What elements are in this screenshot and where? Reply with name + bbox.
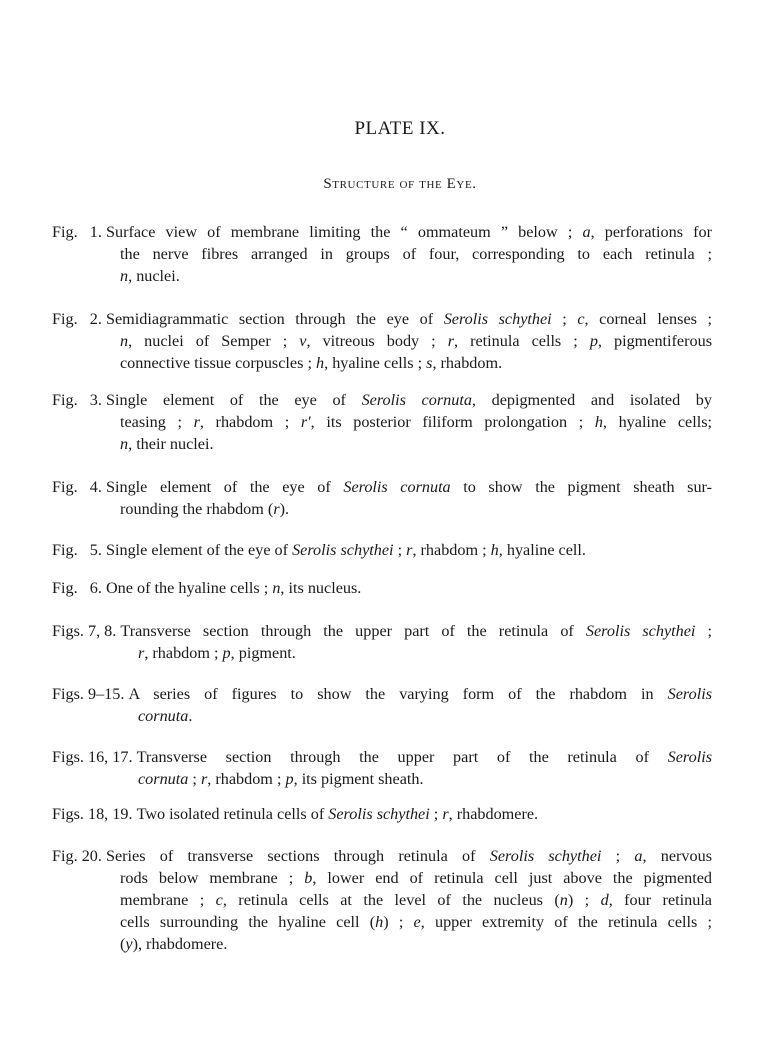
figure-caption-line-first: [52, 746, 712, 768]
figure-label: Fig. 5.: [52, 541, 106, 559]
caption-text: ) ;: [383, 913, 414, 931]
caption-text: Transverse section through the upper part of the retinula of: [136, 748, 668, 766]
figure-label: Fig. 2.: [52, 310, 106, 328]
caption-text: .: [188, 707, 193, 725]
caption-italic: n: [272, 579, 281, 597]
caption-italic: cornuta: [138, 707, 189, 725]
caption-text: Two isolated retinula cells of: [136, 805, 329, 823]
caption-text: , rhabdom ;: [144, 644, 223, 662]
figure-caption-line: [52, 642, 712, 664]
caption-italic: e: [413, 913, 421, 931]
figure-label: Figs. 9–15.: [52, 685, 129, 703]
caption-text: , lower end of retinula cell just above the pigmented: [312, 869, 712, 887]
caption-italic: a: [582, 223, 591, 241]
caption-text: , hyaline cells ;: [324, 354, 427, 372]
caption-text: , its pigment sheath.: [293, 770, 424, 788]
caption-text: , retinula cells ;: [454, 332, 590, 350]
caption-italic: y: [125, 935, 133, 953]
figure-caption-line: [52, 330, 712, 352]
caption-text: Semidiagrammatic section through the eye of: [105, 310, 444, 328]
caption-text: , rhabdomere.: [448, 805, 539, 823]
caption-text: rods below membrane ;: [120, 869, 305, 887]
caption-text: , nuclei of Semper ;: [128, 332, 300, 350]
figure-label: Figs. 16, 17.: [52, 748, 137, 766]
figure-caption-line: [52, 867, 712, 889]
caption-italic: Serolis schythei: [328, 805, 430, 823]
caption-text: , depigmented and isolated by: [471, 391, 712, 409]
figure-entry-3: [52, 389, 712, 455]
figure-caption-line: [52, 911, 712, 933]
caption-text: membrane ;: [120, 891, 216, 909]
caption-text: , four retinula: [608, 891, 712, 909]
figure-caption-line: [52, 243, 712, 265]
caption-italic: h: [490, 541, 499, 559]
figure-caption-line-first: [52, 389, 712, 411]
caption-text: , corneal lenses ;: [584, 310, 713, 328]
caption-text: ) ;: [567, 891, 601, 909]
caption-text: the nerve fibres arranged in groups of four, corresponding to each retinula ;: [120, 245, 712, 263]
caption-text: ), rhabdomere.: [132, 935, 228, 953]
figure-entry-9-15: [52, 683, 712, 727]
caption-text: , nervous: [642, 847, 713, 865]
figure-caption-line: [52, 498, 712, 520]
caption-text: , pigment.: [230, 644, 296, 662]
caption-italic: Serolis schythei: [292, 541, 394, 559]
plate-title: PLATE IX.: [354, 118, 446, 139]
caption-italic: r′: [300, 413, 311, 431]
figure-entry-7-8: [52, 620, 712, 664]
caption-italic: r: [273, 500, 280, 518]
caption-italic: h: [594, 413, 603, 431]
figure-entry-4: [52, 476, 712, 520]
caption-text: Surface view of membrane limiting the “ ommateum ” below ;: [105, 223, 583, 241]
figure-entry-6: [52, 577, 712, 599]
caption-text: , rhabdom ;: [412, 541, 491, 559]
caption-italic: c: [577, 310, 585, 328]
figure-entry-1: [52, 221, 712, 287]
caption-italic: n: [120, 267, 129, 285]
caption-italic: Serolis schythei: [443, 310, 552, 328]
caption-text: , hyaline cells;: [602, 413, 712, 431]
figure-caption-line-first: [52, 539, 712, 561]
caption-italic: Serolis schythei: [585, 622, 696, 640]
caption-text: One of the hyaline cells ;: [105, 579, 273, 597]
figure-label: Fig. 6.: [52, 579, 106, 597]
figure-label: Fig. 3.: [52, 391, 106, 409]
figure-label: Fig. 20.: [52, 847, 106, 865]
caption-italic: c: [215, 891, 223, 909]
caption-text: (: [120, 935, 126, 953]
caption-italic: p: [222, 644, 231, 662]
caption-italic: s: [426, 354, 433, 372]
caption-text: Single element of the eye of: [105, 391, 362, 409]
caption-italic: n: [120, 332, 129, 350]
caption-italic: d: [600, 891, 609, 909]
figure-caption-line-first: [52, 577, 712, 599]
caption-italic: n: [120, 435, 129, 453]
figure-label: Figs. 7, 8.: [52, 622, 121, 640]
caption-italic: Serolis: [667, 685, 712, 703]
caption-italic: Serolis schythei: [489, 847, 602, 865]
caption-text: ;: [188, 770, 201, 788]
caption-italic: Serolis: [667, 748, 712, 766]
caption-text: , upper extremity of the retinula cells ;: [420, 913, 713, 931]
caption-text: Single element of the eye of: [105, 478, 344, 496]
caption-text: , its nucleus.: [280, 579, 362, 597]
figure-caption-line: [52, 433, 712, 455]
caption-italic: Serolis cornuta: [343, 478, 451, 496]
figure-caption-line-first: [52, 221, 712, 243]
figure-entry-18-19: [52, 803, 712, 825]
figure-caption-line: [52, 889, 712, 911]
caption-text: , vitreous body ;: [306, 332, 448, 350]
caption-text: , rhabdom ;: [199, 413, 301, 431]
caption-italic: b: [304, 869, 313, 887]
caption-text: to show the pigment sheath sur-: [450, 478, 712, 496]
caption-text: , rhabdom.: [432, 354, 503, 372]
caption-text: , their nuclei.: [128, 435, 214, 453]
caption-text: ;: [429, 805, 443, 823]
caption-italic: Serolis cornuta: [361, 391, 472, 409]
caption-text: connective tissue corpuscles ;: [120, 354, 316, 372]
caption-text: Transverse section through the upper part of the retinula of: [120, 622, 586, 640]
caption-italic: n: [559, 891, 568, 909]
caption-text: A series of figures to show the varying form of the rhabdom in: [128, 685, 668, 703]
caption-text: , perforations for: [590, 223, 713, 241]
figure-caption-line-first: [52, 845, 712, 867]
figure-entry-20: [52, 845, 712, 955]
figure-caption-line: [52, 265, 712, 287]
figure-caption-line-first: [52, 308, 712, 330]
caption-text: ).: [279, 500, 290, 518]
caption-italic: r: [406, 541, 413, 559]
caption-italic: a: [634, 847, 643, 865]
caption-text: teasing ;: [120, 413, 194, 431]
caption-italic: h: [375, 913, 384, 931]
caption-text: , retinula cells at the level of the nucleus (: [222, 891, 560, 909]
caption-text: ;: [695, 622, 712, 640]
caption-text: cells surrounding the hyaline cell (: [120, 913, 376, 931]
caption-italic: r: [442, 805, 449, 823]
caption-text: , hyaline cell.: [498, 541, 586, 559]
caption-text: rounding the rhabdom (: [120, 500, 274, 518]
figure-caption-line: [52, 705, 712, 727]
caption-italic: r: [447, 332, 455, 350]
caption-text: , pigmentiferous: [597, 332, 712, 350]
figure-caption-line-first: [52, 683, 712, 705]
caption-italic: h: [316, 354, 325, 372]
figure-caption-line: [52, 411, 712, 433]
figure-label: Figs. 18, 19.: [52, 805, 137, 823]
section-title: Structure of the Eye.: [323, 176, 477, 192]
figure-caption-line-first: [52, 803, 712, 825]
caption-text: ;: [551, 310, 578, 328]
figure-caption-line-first: [52, 620, 712, 642]
caption-italic: p: [285, 770, 294, 788]
caption-italic: r: [138, 644, 145, 662]
figure-caption-line-first: [52, 476, 712, 498]
caption-text: ;: [393, 541, 407, 559]
figure-caption-line: [52, 352, 712, 374]
caption-text: ;: [601, 847, 635, 865]
figure-label: Fig. 1.: [52, 223, 106, 241]
caption-italic: cornuta: [138, 770, 189, 788]
figure-caption-line: [52, 768, 712, 790]
figure-entry-16-17: [52, 746, 712, 790]
caption-italic: r: [200, 770, 208, 788]
caption-text: Single element of the eye of: [105, 541, 293, 559]
caption-text: , rhabdom ;: [207, 770, 286, 788]
figure-caption-line: [52, 933, 712, 955]
caption-text: , its posterior filiform prolongation ;: [310, 413, 595, 431]
caption-italic: v: [299, 332, 307, 350]
caption-italic: p: [589, 332, 598, 350]
caption-italic: r: [193, 413, 200, 431]
caption-text: Series of transverse sections through retinula of: [105, 847, 490, 865]
caption-text: , nuclei.: [128, 267, 180, 285]
figure-entry-5: [52, 539, 712, 561]
figure-entry-2: [52, 308, 712, 374]
figure-label: Fig. 4.: [52, 478, 106, 496]
